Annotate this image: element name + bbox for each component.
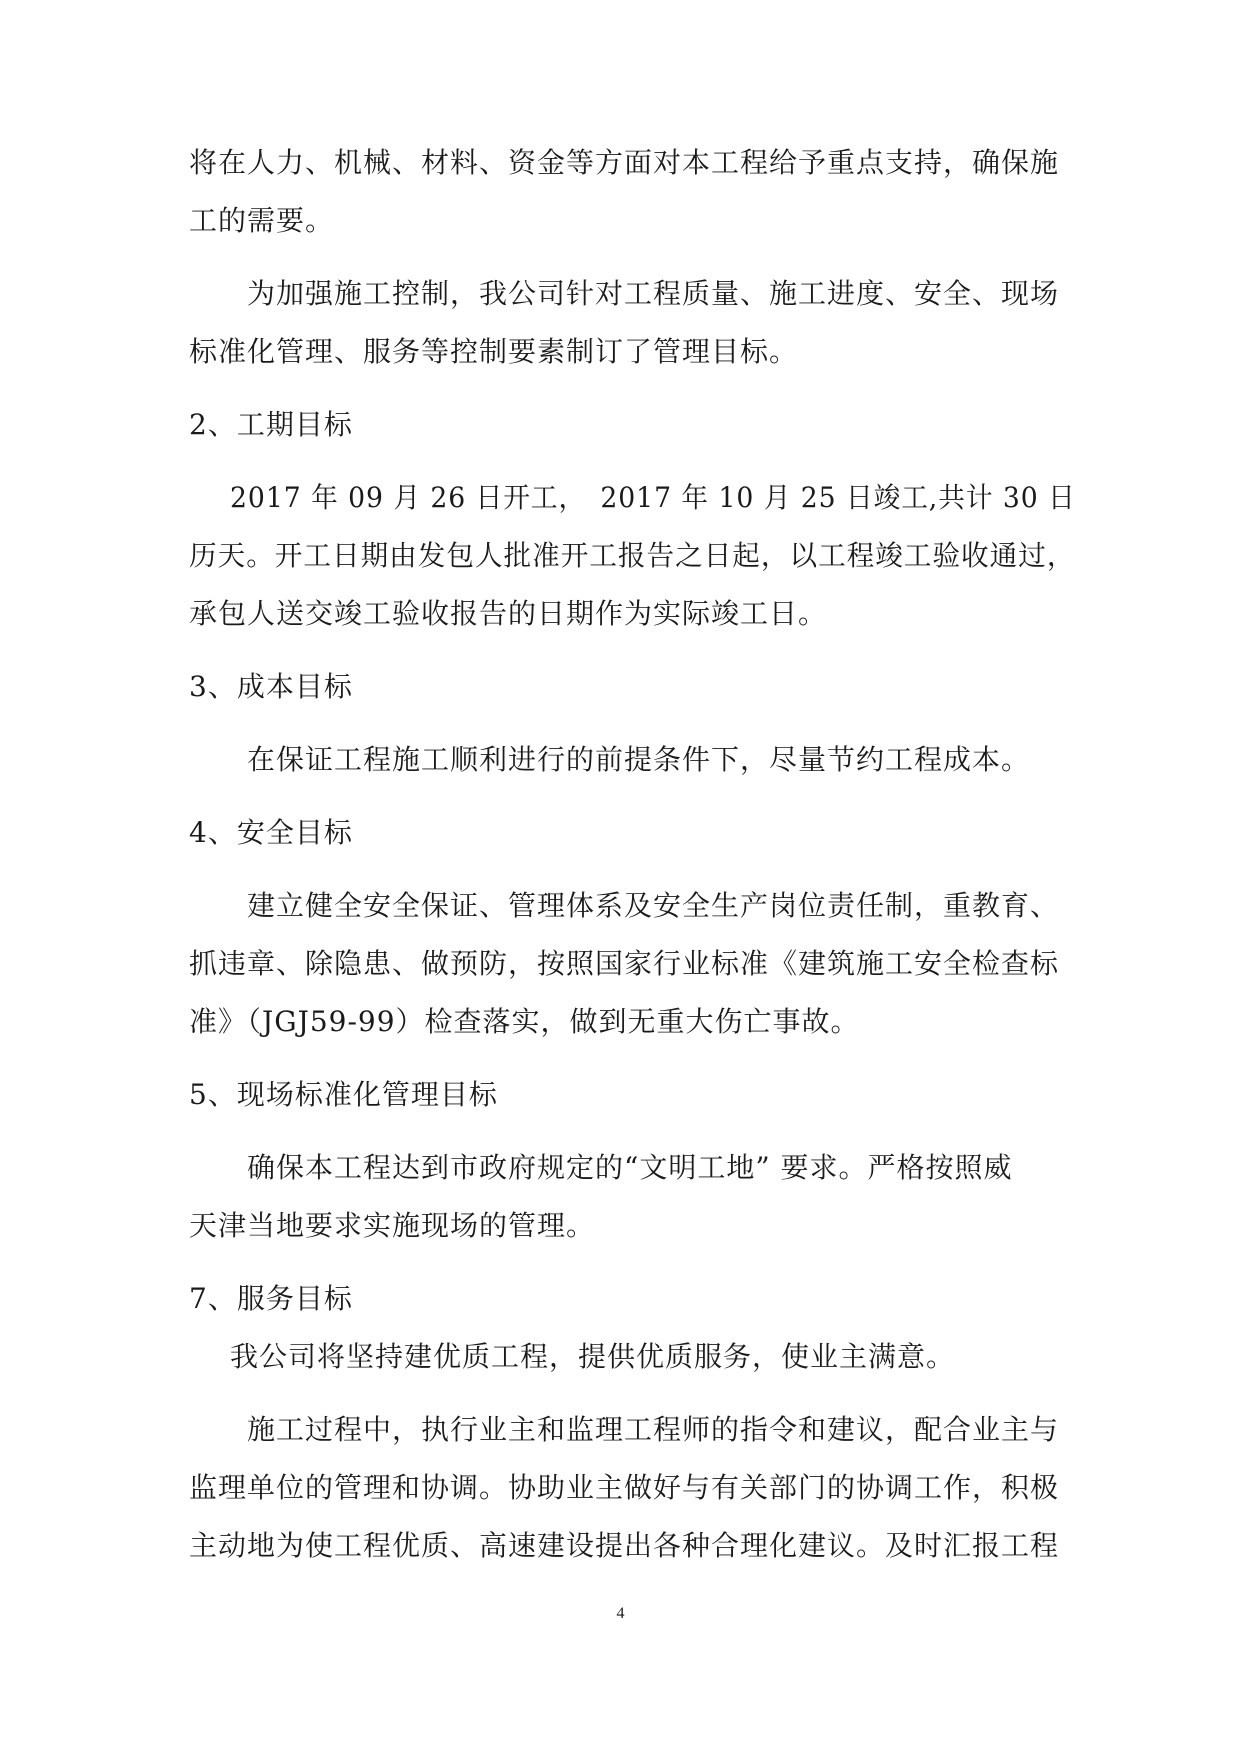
body-text-line: 标准化管理、服务等控制要素制订了管理目标。	[189, 335, 799, 368]
body-text-line: 抓违章、除隐患、做预防，按照国家行业标准《建筑施工安全检查标	[189, 947, 1060, 980]
body-text-line: 确保本工程达到市政府规定的“文明工地” 要求。严格按照威	[247, 1151, 1013, 1184]
body-text-line: 主动地为使工程优质、高速建设提出各种合理化建议。及时汇报工程	[189, 1529, 1060, 1562]
body-text-line: 准》（JGJ59-99）检查落实，做到无重大伤亡事故。	[189, 1005, 860, 1038]
body-text-line: 将在人力、机械、材料、资金等方面对本工程给予重点支持，确保施	[189, 146, 1060, 179]
body-text-line: 承包人送交竣工验收报告的日期作为实际竣工日。	[189, 597, 828, 630]
section-heading: 2、工期目标	[189, 408, 353, 441]
section-heading: 7、服务目标	[189, 1282, 353, 1315]
section-heading: 4、安全目标	[189, 816, 353, 849]
body-text-line: 建立健全安全保证、管理体系及安全生产岗位责任制，重教育、	[247, 889, 1060, 922]
body-text-line: 我公司将坚持建优质工程，提供优质服务，使业主满意。	[230, 1340, 956, 1373]
body-text-line: 2017 年 09 月 26 日开工， 2017 年 10 月 25 日竣工,共计 30 日	[230, 481, 1076, 514]
section-heading: 5、现场标准化管理目标	[189, 1078, 498, 1111]
body-text-line: 为加强施工控制，我公司针对工程质量、施工进度、安全、现场	[247, 277, 1060, 310]
body-text-line: 天津当地要求实施现场的管理。	[189, 1209, 596, 1242]
body-text-line: 在保证工程施工顺利进行的前提条件下，尽量节约工程成本。	[247, 743, 1031, 776]
body-text-line: 施工过程中，执行业主和监理工程师的指令和建议，配合业主与	[247, 1413, 1060, 1446]
body-text-line: 监理单位的管理和协调。协助业主做好与有关部门的协调工作，积极	[189, 1471, 1060, 1504]
section-heading: 3、成本目标	[189, 670, 353, 703]
body-text-line: 历天。开工日期由发包人批准开工报告之日起，以工程竣工验收通过，	[189, 539, 1076, 572]
page-number: 4	[616, 1605, 625, 1622]
body-text-line: 工的需要。	[189, 204, 335, 237]
